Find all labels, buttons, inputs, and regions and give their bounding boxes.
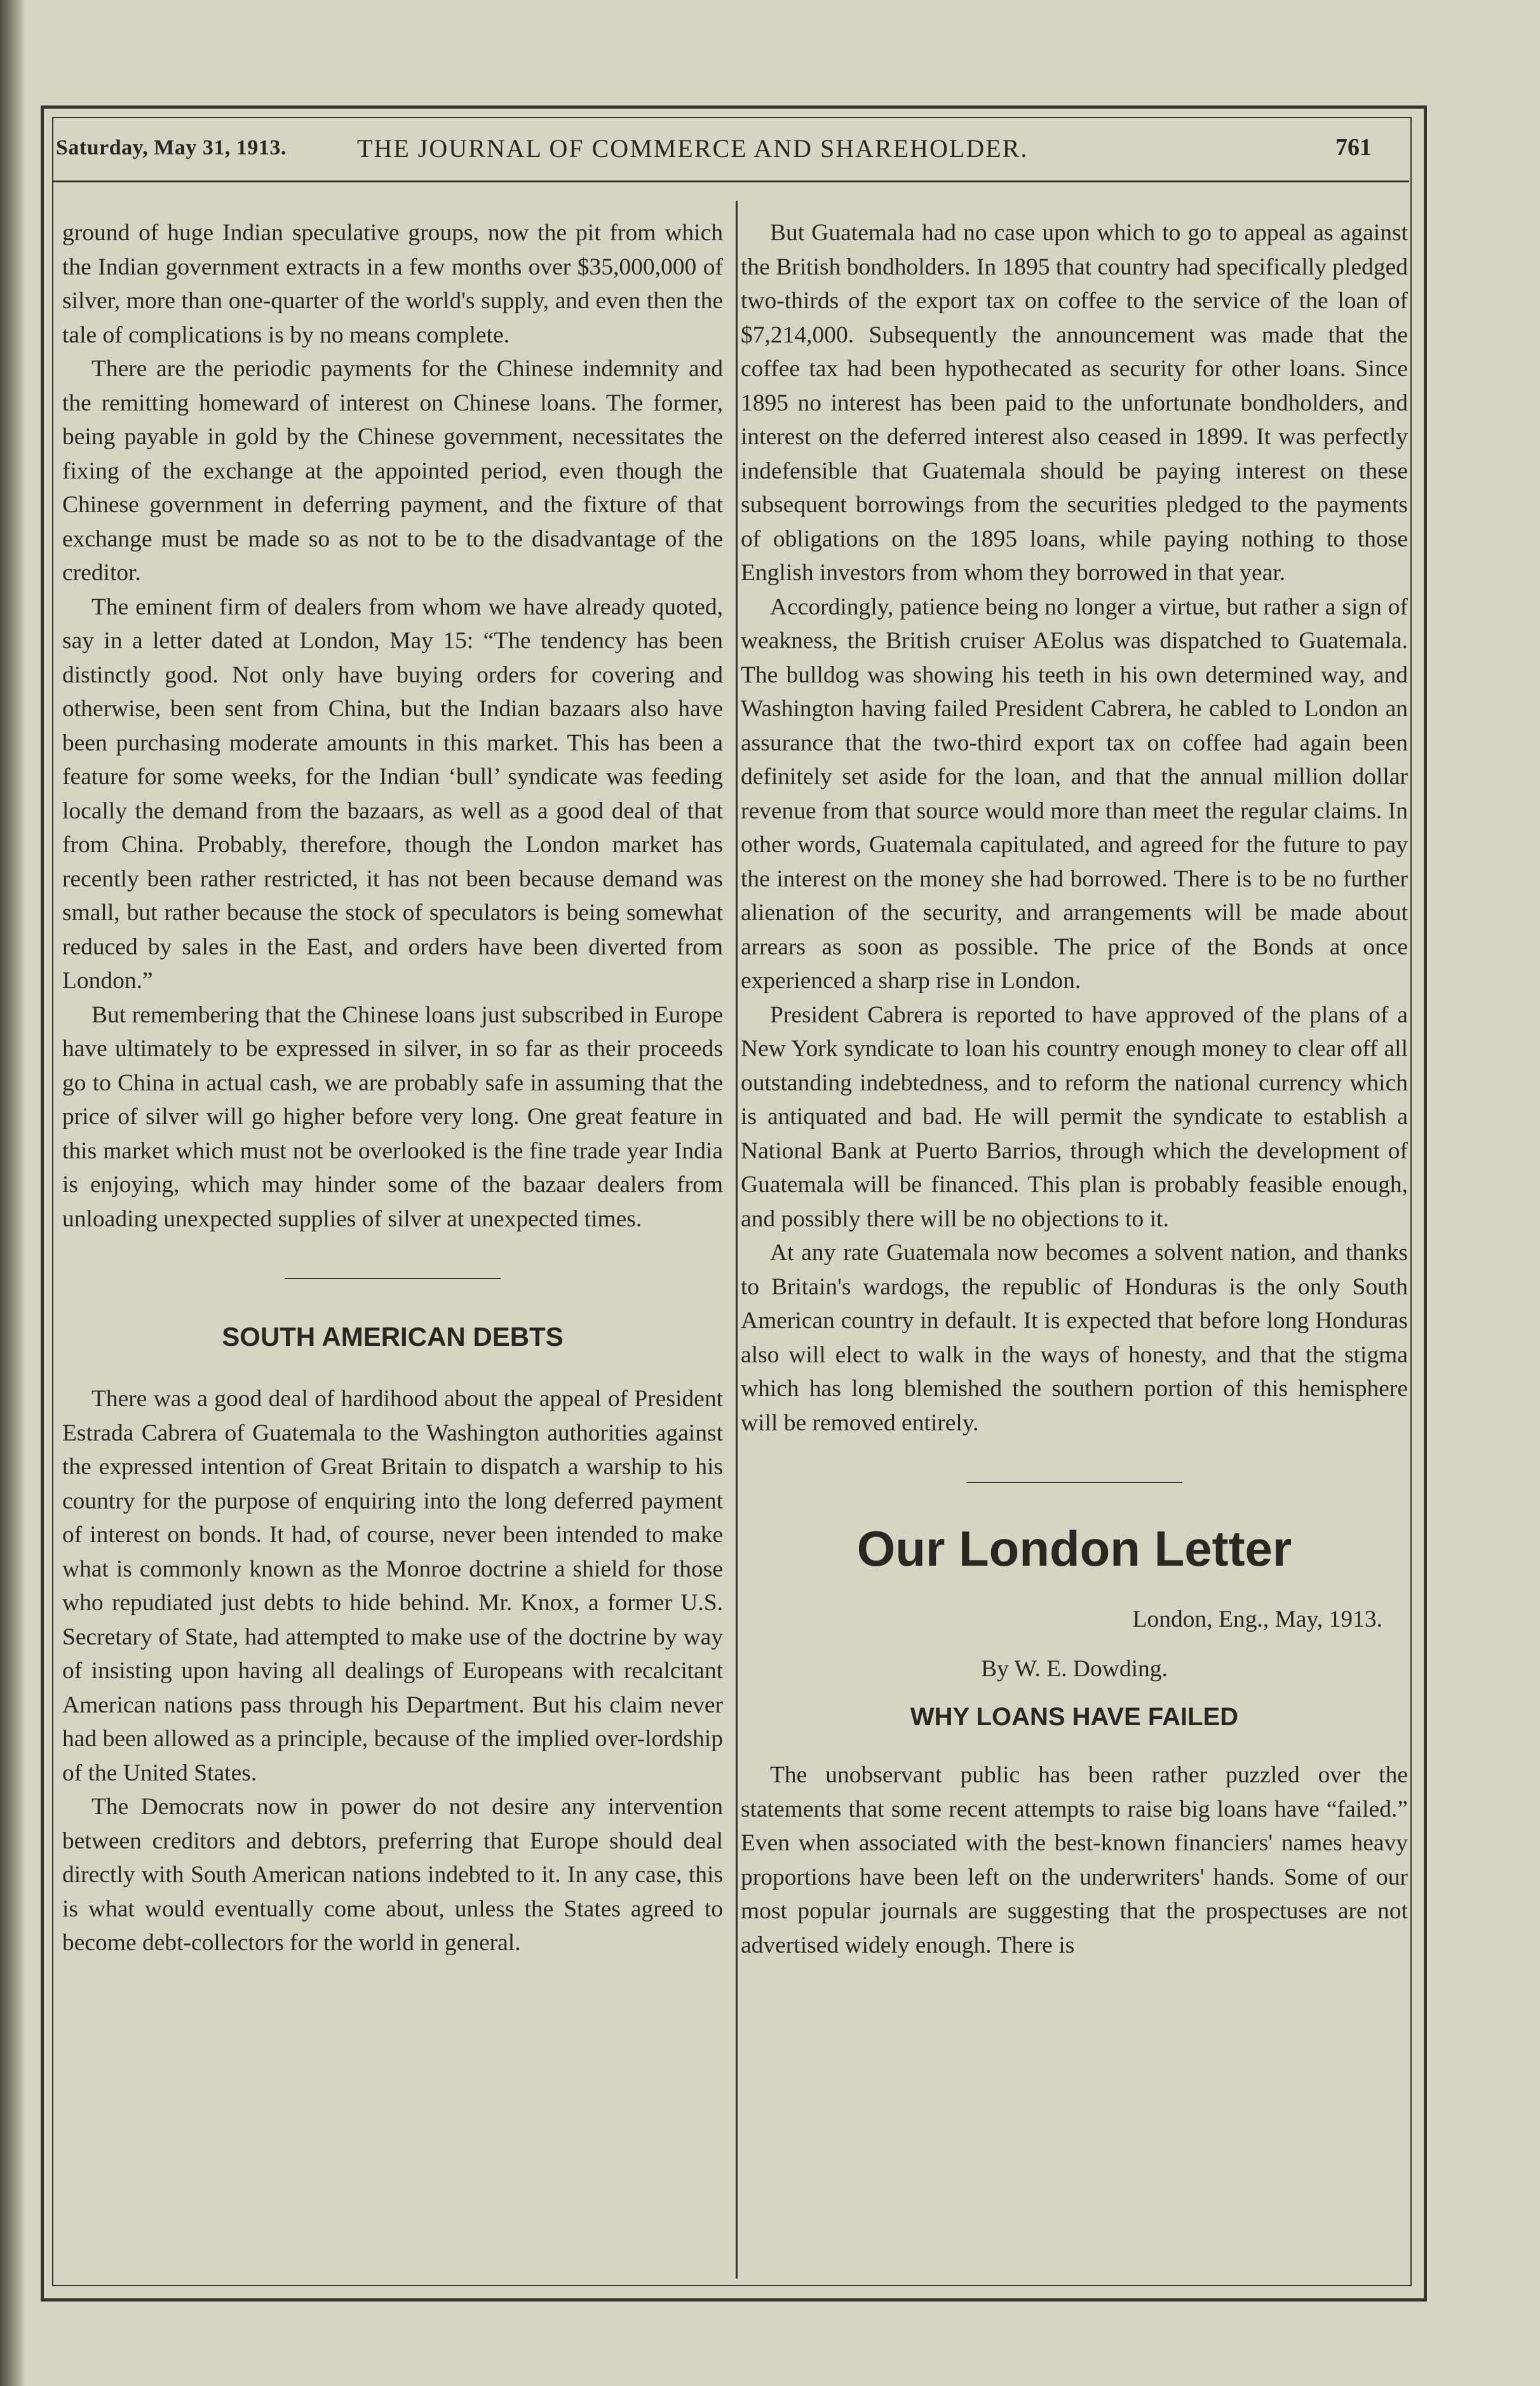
article-paragraph: But remembering that the Chinese loans just subscribed in Europe have ultimately to be expressed in silver, in so far as their proceeds go to China in actual cash, we are probably safe in assuming that the price of silver will go higher before very long. One great feature in this market which must not be overlooked is the fine trade year India is enjoying, which may hinder some of the bazaar dealers from unloading unexpected supplies of silver at unexpected times. bbox=[62, 1001, 723, 1232]
article-paragraph: The Democrats now in power do not desire any intervention between creditors and debtors, preferring that Europe should deal directly with South American nations indebted to it. In any case, this is what would eventually come about, unless the States agreed to become debt-collectors for the world in general. bbox=[62, 1794, 723, 1956]
section-separator bbox=[966, 1482, 1182, 1483]
article-paragraph: There are the periodic payments for the Chinese indemnity and the remitting homeward of interest on Chinese loans. The former, being payable in gold by the Chinese government, necessitates the fixing of the exchange at the appointed period, even though the Chinese government in deferring payment, and the fixture of that exchange must be made so as not to be to the disadvantage of the creditor. bbox=[62, 356, 723, 586]
article-paragraph: Accordingly, patience being no longer a virtue, but rather a sign of weakness, the British cruiser AEolus was dispatched to Guatemala. The bulldog was showing his teeth in his own determined way, and Washington having failed President Cabrera, he cabled to London an assurance that the two-third export tax on coffee had again been definitely set aside for the loan, and that the annual million dollar revenue from that source would more than meet the regular claims. In other words, Guatemala capitulated, and agreed for the future to pay the interest on the money she had borrowed. There is to be no further alienation of the security, and arrangements will be made about arrears as soon as possible. The price of the Bonds at once experienced a sharp rise in London. bbox=[741, 593, 1408, 994]
section-heading: SOUTH AMERICAN DEBTS bbox=[222, 1322, 564, 1352]
right-column bbox=[741, 216, 1408, 1962]
letter-heading: Our London Letter bbox=[856, 1521, 1292, 1576]
left-column bbox=[62, 216, 723, 1960]
subsection-heading: WHY LOANS HAVE FAILED bbox=[910, 1703, 1239, 1731]
column-divider bbox=[736, 201, 738, 2279]
article-paragraph: The eminent firm of dealers from whom we have already quoted, say in a letter dated at London, May 15: “The tendency has been distinctly good. Not only have buying orders for covering and otherwise, been sent from China, but the Indian bazaars also have been purchasing moderate amounts in this market. This has been a feature for some weeks, for the Indian ‘bull’ syndicate was feeding locally the demand from the bazaars, as well as a good deal of that from China. Probably, therefore, though the London market has recently been rather restricted, it has not been because demand was small, but rather because the stock of speculators is being somewhat reduced by sales in the East, and orders have been diverted from London.” bbox=[62, 593, 723, 994]
article-paragraph: ground of huge Indian speculative groups, now the pit from which the Indian government extracts in a few months over $35,000,000 of silver, more than one-quarter of the world's supply, and even then the tale of complications is by no means complete. bbox=[62, 220, 723, 348]
header-rule bbox=[52, 180, 1409, 182]
issue-date: Saturday, May 31, 1913. bbox=[56, 136, 287, 159]
article-paragraph: The unobservant public has been rather puzzled over the statements that some recent attempts to raise big loans have “failed.” Even when associated with the best-known financiers' names heavy proportions have been left on the underwriters' hands. Some of our most popular journals are suggesting that the prospectuses are not advertised widely enough. There is bbox=[741, 1762, 1408, 1958]
dateline: London, Eng., May, 1913. bbox=[1132, 1606, 1382, 1632]
article-paragraph: President Cabrera is reported to have approved of the plans of a New York syndicate to loan his country enough money to clear off all outstanding indebtedness, and to reform the national currency which is antiquated and bad. He will permit the syndicate to establish a National Bank at Puerto Barrios, through which the development of Guatemala will be financed. This plan is probably feasible enough, and possibly there will be no objections to it. bbox=[741, 1001, 1408, 1232]
journal-title: THE JOURNAL OF COMMERCE AND SHAREHOLDER. bbox=[357, 134, 1029, 163]
binding-shadow bbox=[0, 0, 25, 2386]
page-header bbox=[52, 127, 1409, 178]
article-paragraph: There was a good deal of hardihood about the appeal of President Estrada Cabrera of Guatemala to the Washington authorities against the expressed intention of Great Britain to dispatch a warship to his country for the purpose of enquiring into the long deferred payment of interest on bonds. It had, of course, never been intended to make what is commonly known as the Monroe doctrine a shield for those who repudiated just debts to hide behind. Mr. Knox, a former U.S. Secretary of State, had attempted to make use of the doctrine by way of insisting upon having all dealings of Europeans with recalcitant American nations pass through his Department. But his claim never had been allowed as a principle, because of the implied over-lordship of the United States. bbox=[62, 1386, 723, 1786]
page-number: 761 bbox=[1335, 134, 1372, 161]
byline: By W. E. Dowding. bbox=[981, 1655, 1168, 1682]
article-paragraph: At any rate Guatemala now becomes a solvent nation, and thanks to Britain's wardogs, the republic of Honduras is the only South American country in default. It is expected that before long Honduras also will elect to walk in the ways of honesty, and that the stigma which has long blemished the southern portion of this hemisphere will be removed entirely. bbox=[741, 1240, 1408, 1436]
section-separator bbox=[285, 1278, 501, 1279]
article-paragraph: But Guatemala had no case upon which to go to appeal as against the British bondholders. In 1895 that country had specifically pledged two-thirds of the export tax on coffee to the service of the loan of $7,214,000. Subsequently the announcement was made that the coffee tax had been hypothecated as security for other loans. Since 1895 no interest has been paid to the unfortunate bondholders, and interest on the deferred interest also ceased in 1899. It was perfectly indefensible that Guatemala should be paying interest on these subsequent borrowings from the securities pledged to the payments of obligations on the 1895 loans, while paying nothing to those English investors from whom they borrowed in that year. bbox=[741, 220, 1408, 586]
